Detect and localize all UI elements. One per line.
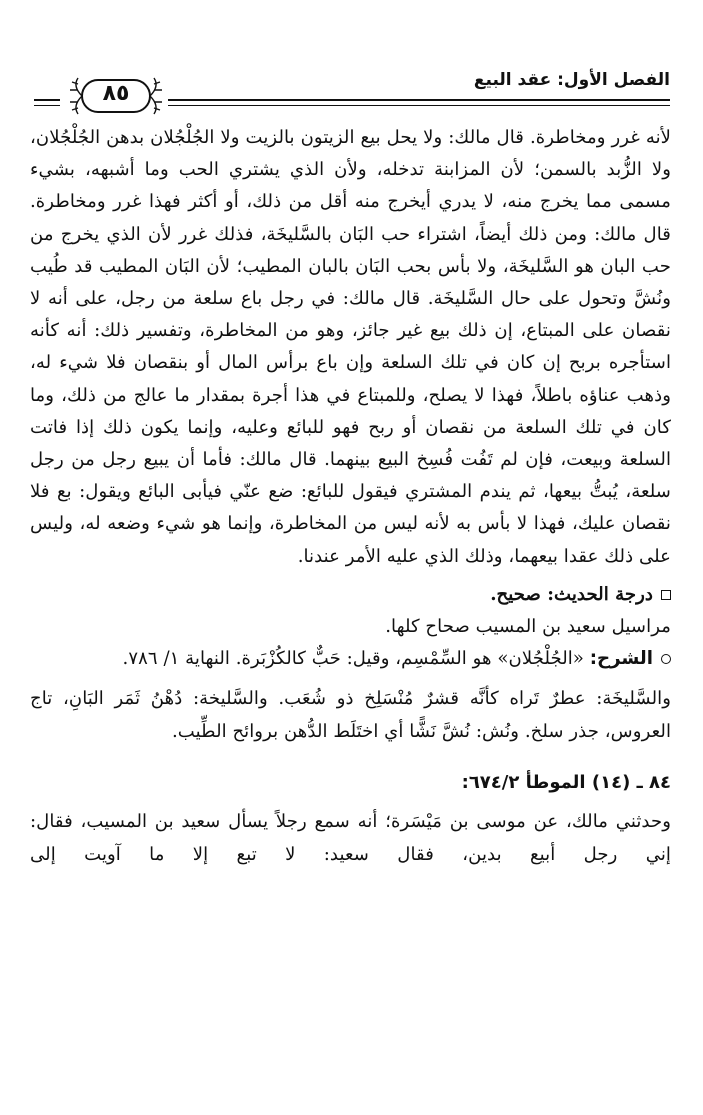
grade-label: درجة الحديث: صحيح. — [490, 583, 653, 605]
grade-note: مراسيل سعيد بن المسيب صحاح كلها. — [385, 615, 671, 637]
page-number: ٨٥ — [102, 81, 130, 106]
page-number-badge — [68, 76, 164, 116]
circle-bullet-icon — [661, 654, 671, 664]
sharh-keyword: الشرح: — [589, 647, 653, 669]
sharh-text: «الجُلْجُلان» هو السِّمْسِم، وقيل: حَبٌّ كالكُزْبَرة. النهاية ١/ ٧٨٦. — [122, 647, 584, 669]
gloss-paragraph: والسَّليخَة: عطرٌ تَراه كأنَّه قشرٌ مُنْسَلِخ ذو شُعَب. والسَّليخة: دُهْنُ ثَمَر البَانِ، تاج العروس، جذر سلخ. ونُش: نُشَّ نَشًّا أي اختَلَط الدُّهن بروائح الطِّيب. — [30, 688, 671, 742]
sharh-note — [30, 643, 671, 676]
page-content — [30, 122, 671, 889]
header-rule-thin — [168, 105, 670, 106]
chapter-title: الفصل الأول: عقد البيع — [473, 70, 670, 90]
square-bullet-icon — [661, 590, 671, 600]
main-paragraph: لأنه غرر ومخاطرة. قال مالك: ولا يحل بيع الزيتون بالزيت ولا الجُلْجُلان بدهن الجُلْجُلان، ولا الزُّبد بالسمن؛ لأن المزابنة تدخله، ولأن الذي يشتري الحب وما أشبهه، بشيء مسمى مما يخرج منه، لا يدري أيخرج منه أقل من ذلك، أو أكثر فهذا غرر ومخاطرة. قال مالك: ومن ذلك أيضاً، اشتراء حب البَان بالسَّليخَة، فذلك غرر لأن الذي يخرج من حب البان هو السَّليخَة، ولا بأس بحب البَان بالبان المطيب؛ لأن البَان المطيب قد طُيب ونُشَّ وتحول على حال السَّليخَة. قال مالك: في رجل باع سلعة من رجل، على أنه لا نقصان على المبتاع، إن ذلك بيع غير جائز، وهو من المخاطرة، وتفسير ذلك: أنه كأنه استأجره بربح إن كان في تلك السلعة وإن باع برأس المال أو بنقصان فلا شيء له، وذهب عناؤه باطلاً، فهذا لا يصلح، وللمبتاع في هذا أجرة بمقدار ما عالج من ذلك، وما كان في تلك السلعة من نقصان أو ربح فهو للبائع وعليه، وإنما يكون ذلك إذا فاتت السلعة وبيعت، فإن لم تَفُت فُسِخ البيع بينهما. قال مالك: فأما أن يبيع رجل من رجل سلعة، يُبتُّ بيعها، ثم يندم المشتري فيقول للبائع: ضع عنّي فيأبى البائع ويقول: بع فلا نقصان عليك، فهذا لا بأس به لأنه ليس من المخاطرة، وإنما هو شيء وضعه له، وليس على ذلك عقدا بيعهما، وذلك الذي عليه الأمر عندنا. — [30, 127, 671, 567]
header-rule-left — [34, 99, 60, 101]
header-rule — [168, 99, 670, 101]
header-rule-left-thin — [34, 105, 60, 106]
hadith-heading: ٨٤ ـ (١٤) الموطأ ٦٧٤/٢: — [461, 771, 671, 793]
hadith-text: وحدثني مالك، عن موسى بن مَيْسَرة؛ أنه سمع رجلاً يسأل سعيد بن المسيب، فقال: إني رجل أبيع بدين، فقال سعيد: لا تبع إلا ما آويت إلى — [30, 810, 671, 865]
hadith-grade — [30, 579, 671, 611]
page-header — [34, 66, 670, 118]
